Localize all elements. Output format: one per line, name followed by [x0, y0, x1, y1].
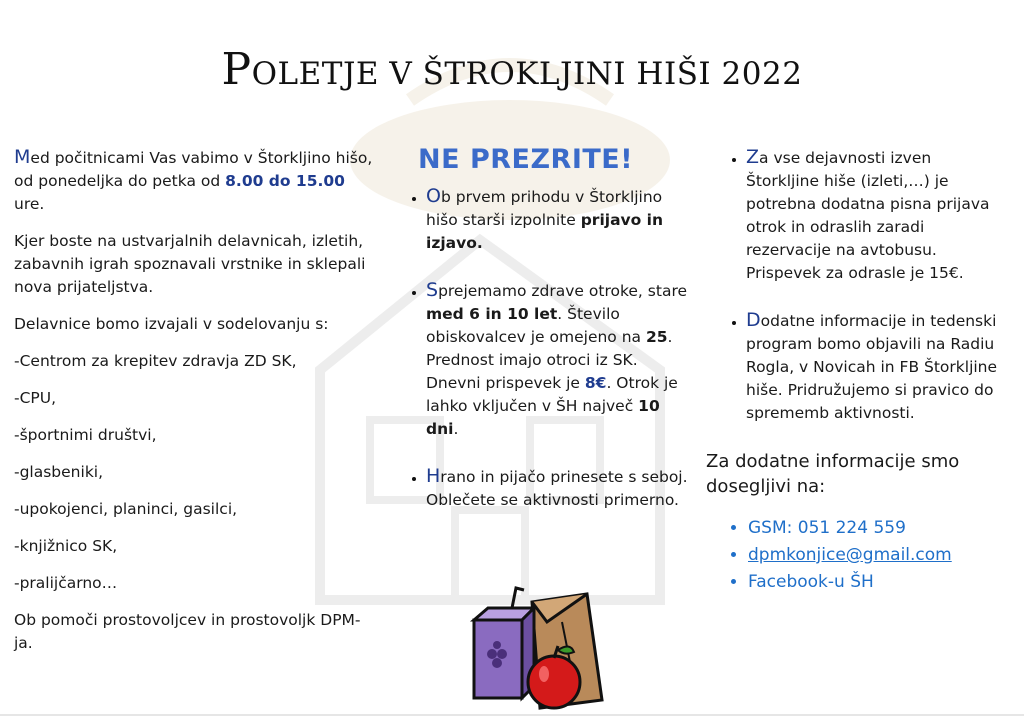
- intro-paragraph: Med počitnicami Vas vabimo v Štorkljino hišo, od ponedeljka do petka od 8.00 do 15.00 ure.: [14, 146, 373, 213]
- activities-paragraph: Kjer boste na ustvarjalnih delavnicah, izletih, zabavnih igrah spoznavali vrstnike in sklepali nova prijateljstva.: [14, 232, 366, 296]
- page-title: POLETJE V ŠTROKLJINI HIŠI 2022: [221, 44, 803, 95]
- notice-item: • Sprejemamo zdrave otroke, stare med 6 in 10 let. Število obiskovalcev je omejeno na 25. Prednost imajo otroci iz SK. Dnevni prispevek je 8€. Otrok je lahko vključen v ŠH največ 10 dni.: [426, 279, 696, 441]
- ne-prezrite-heading: NE PREZRITE!: [418, 144, 634, 175]
- partner-item: -knjižnico SK,: [14, 537, 118, 555]
- info-item: • Za vse dejavnosti izven Štorkljine hiše (izleti,…) je potrebna dodatna pisna prijava otrok in odraslih zaradi rezervacije na avtobusu. Prispevek za odrasle je 15€.: [746, 146, 1006, 285]
- contact-list: [716, 515, 1006, 596]
- partner-item: -CPU,: [14, 389, 57, 407]
- left-column: [14, 146, 374, 669]
- notice-item: • Hrano in pijačo prinesete s seboj. Oblečete se aktivnosti primerno.: [426, 465, 696, 512]
- bottom-divider: [0, 714, 1024, 716]
- partner-item: -glasbeniki,: [14, 463, 104, 481]
- info-item: • Dodatne informacije in tedenski program bomo objavili na Radiu Rogla, v Novicah in FB Štorkljine hiše. Pridružujemo si pravico do sprememb aktivnosti.: [746, 309, 1006, 425]
- contact-heading: Za dodatne informacije smo dosegljivi na:: [706, 451, 960, 497]
- middle-column: [396, 146, 696, 536]
- facebook-contact: • Facebook-u ŠH: [748, 569, 1006, 596]
- gsm-contact: • GSM: 051 224 559: [748, 515, 1006, 542]
- partner-item: -upokojenci, planinci, gasilci,: [14, 500, 238, 518]
- email-link[interactable]: • dpmkonjice@gmail.com: [748, 542, 1006, 569]
- partner-item: -Centrom za krepitev zdravja ZD SK,: [14, 352, 297, 370]
- right-column: [706, 146, 1006, 596]
- closing-paragraph: Ob pomoči prostovoljcev in prostovoljk DPM-ja.: [14, 611, 361, 652]
- cooperation-paragraph: Delavnice bomo izvajali v sodelovanju s:: [14, 315, 329, 333]
- lunch-bag-juice-apple-illustration: [462, 582, 612, 712]
- notice-item: • Ob prvem prihodu v Štorkljino hišo starši izpolnite prijavo in izjavo.: [426, 185, 696, 255]
- partner-item: -pralijčarno…: [14, 574, 118, 592]
- partner-item: -športnimi društvi,: [14, 426, 157, 444]
